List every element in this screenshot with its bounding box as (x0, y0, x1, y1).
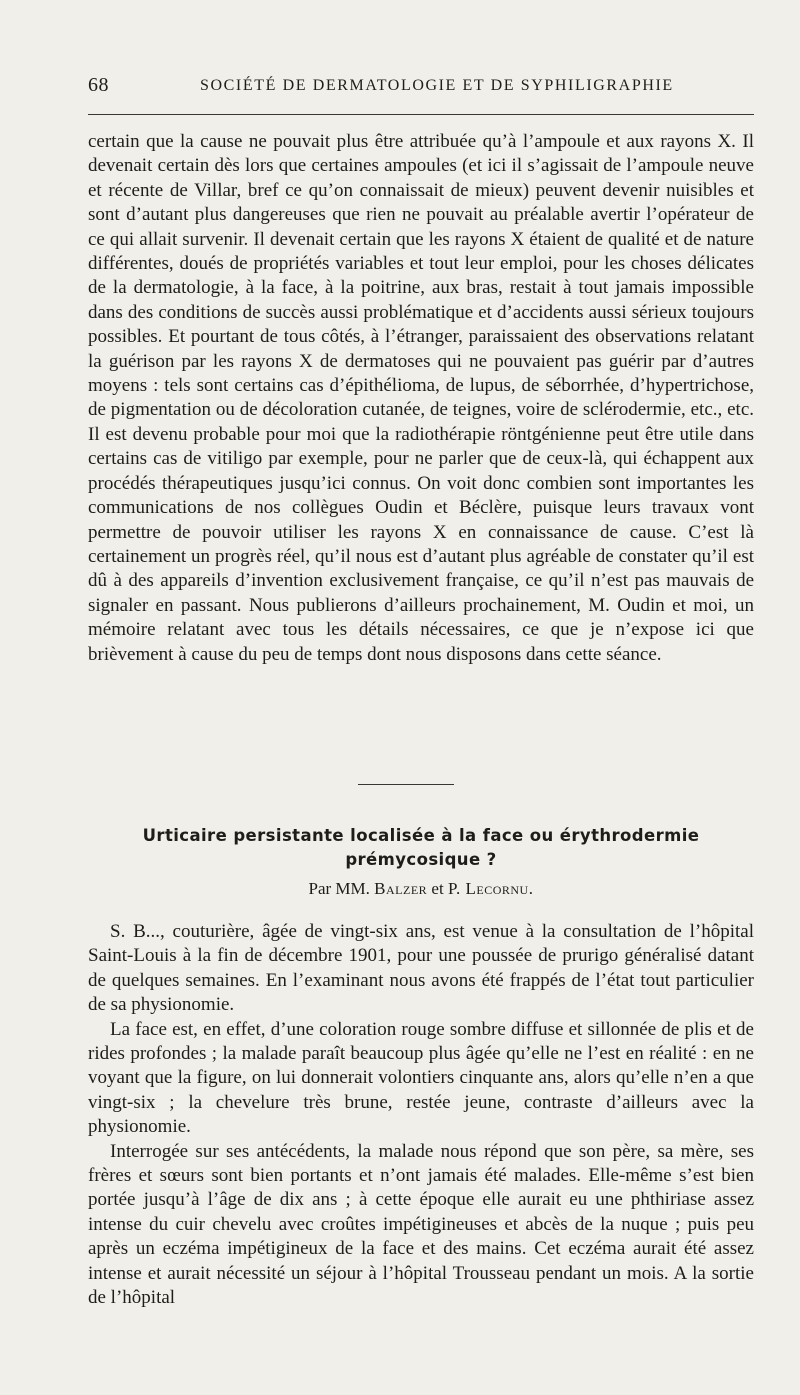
header-rule (88, 114, 754, 115)
author-balzer: Balzer (374, 879, 428, 898)
running-title: SOCIÉTÉ DE DERMATOLOGIE ET DE SYPHILIGRAPHIE (200, 77, 674, 94)
case-paragraph: S. B..., couturière, âgée de vingt-six ans, est venue à la consultation de l’hôpital Saint-Louis à la fin de décembre 1901, pour une poussée de prurigo généralisé datant de quelques semaines. En l’examinant nous avons été frappés de l’état tout particulier de sa physionomie. (88, 921, 754, 1016)
authors-joiner: et (431, 879, 444, 898)
case-paragraph: La face est, en effet, d’une coloration rouge sombre diffuse et sillonnée de plis et de rides profondes ; la malade paraît beaucoup plus âgée qu’elle ne l’est en réalité : en ne voyant que la figure, on lui donnerait volontiers cinquante ans, alors qu’elle n’en a que vingt-six ; la chevelure très brune, restée jeune, contraste d’ailleurs avec la physionomie. (88, 1018, 754, 1138)
author-lecornu: P. Lecornu. (447, 879, 534, 898)
continued-text (88, 130, 754, 667)
case-report (88, 920, 754, 1311)
continued-paragraph: certain que la cause ne pouvait plus être attribuée qu’à l’ampoule et aux rayons X. Il devenait certain dès lors que certaines ampoules (et ici il s’agissait de l’ampoule neuve et récente de Villar, bref ce qu’on connaissait de mieux) peuvent devenir nuisibles et sont d’autant plus dangereuses que rien ne pouvait au préalable avertir l’opérateur de ce qui allait survenir. Il devenait certain que les rayons X étaient de qualité et de nature différentes, doués de propriétés variables et tout leur emploi, pour les choses délicates de la dermatologie, à la face, à la poitrine, aux bras, restait à tout jamais impossible dans des conditions de succès aussi problématique et d’accidents aussi sérieux toujours possibles. Et pourtant de tous côtés, à l’étranger, paraissaient des observations relatant la guérison par les rayons X de dermatoses qui ne pouvaient pas guérir par d’autres moyens : tels sont certains cas d’épithélioma, de lupus, de séborrhée, d’hypertrichose, de pigmentation ou de décoloration cutanée, de teignes, voire de sclérodermie, etc., etc. Il est devenu probable pour moi que la radiothérapie röntgénienne peut être utile dans certains cas de vitiligo par exemple, pour ne parler que de ceux-là, qui échappent aux procédés thérapeutiques jusqu’ici connus. On voit donc combien sont importantes les communications de nos collègues Oudin et Béclère, puisque leurs travaux vont permettre de pouvoir utiliser les rayons X en connaissance de cause. C’est là certainement un progrès réel, qu’il nous est d’autant plus agréable de constater qu’il est dû à des appareils d’invention exclusivement française, ce qu’il n’est pas mauvais de signaler en passant. Nous publierons d’ailleurs prochainement, M. Oudin et moi, un mémoire relatant avec tous les détails nécessaires, ce que je n’expose ici que brièvement à cause du peu de temps dont nous disposons dans cette séance. (88, 131, 754, 665)
case-paragraph: Interrogée sur ses antécédents, la malade nous répond que son père, sa mère, ses frères et sœurs sont bien portants et n’ont jamais été malades. Elle-même s’est bien portée jusqu’à l’âge de dix ans ; à cette époque elle aurait eu une phthiriase assez intense du cuir chevelu avec croûtes impétigineuses et abcès de la nuque ; puis peu après un eczéma impétigineux de la face et des mains. Cet eczéma aurait été assez intense et aurait nécessité un séjour à l’hôpital Trousseau pendant un mois. A la sortie de l’hôpital (88, 1140, 754, 1309)
section-separator (358, 784, 454, 785)
page-header (88, 74, 754, 96)
article-title: Urticaire persistante localisée à la face ou érythrodermie prémycosique ? (142, 826, 700, 869)
article-authors (88, 879, 754, 899)
page-number: 68 (88, 74, 109, 96)
authors-prefix: Par MM. (308, 879, 370, 898)
